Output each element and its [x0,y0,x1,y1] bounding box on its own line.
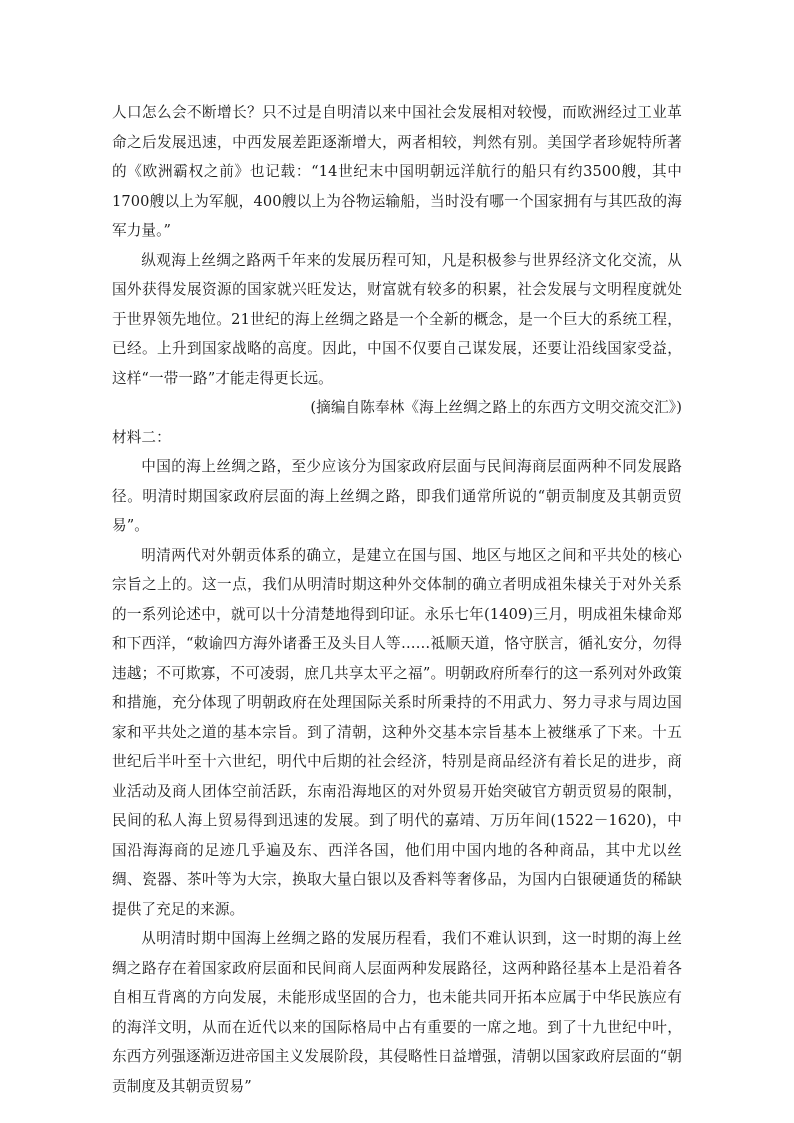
paragraph-development-history: 从明清时期中国海上丝绸之路的发展历程看，我们不难认识到，这一时期的海上丝绸之路存在着国家政府层面和民间商人层面两种发展路径，这两种路径基本上是沿着各自相互背离的方向发展，未能形成坚固的合力，也未能共同开拓本应属于中华民族应有的海洋文明，从而在近代以来的国际格局中占有重要的一席之地。到了十九世纪中叶，东西方列强逐渐迈进帝国主义发展阶段，其侵略性日益增强，清朝以国家政府层面的“朝贡制度及其朝贡贸易” [112,930,682,1095]
material-label: 材料二： [112,428,171,446]
paragraph-tribute-system: 明清两代对外朝贡体系的确立，是建立在国与国、地区与地区之间和平共处的核心宗旨之上的。这一点，我们从明清时期这种外交体制的确立者明成祖朱棣关于对外关系的一系列论述中，就可以十分清楚地得到印证。永乐七年(1409)三月，明成祖朱棣命郑和下西洋，“敕谕四方海外诸番王及头目人等……祗顺天道，恪守朕言，循礼安分，勿得违越；不可欺寡，不可凌弱，庶几共享太平之福”。明朝政府所奉行的这一系列对外政策和措施，充分体现了明朝政府在处理国际关系时所秉持的不用武力、努力寻求与周边国家和平共处之道的基本宗旨。到了清朝，这种外交基本宗旨基本上被继承了下来。十五世纪后半叶至十六世纪，明代中后期的社会经济，特别是商品经济有着长足的进步，商业活动及商人团体空前活跃，东南沿海地区的对外贸易开始突破官方朝贡贸易的限制，民间的私人海上贸易得到迅速的发展。到了明代的嘉靖、万历年间(1522－1620)，中国沿海海商的足迹几乎遍及东、西洋各国，他们用中国内地的各种商品，其中尤以丝绸、瓷器、茶叶等为大宗，换取大量白银以及香料等奢侈品，为国内白银硬通货的稀缺提供了充足的来源。 [112,546,682,918]
paragraph-maritime-silk-road-overview: 纵观海上丝绸之路两千年来的发展历程可知，凡是积极参与世界经济文化交流，从国外获得发展资源的国家就兴旺发达，财富就有较多的积累，社会发展与文明程度就处于世界领先地位。21世纪的海上丝绸之路是一个全新的概念，是一个巨大的系统工程，已经。上升到国家战略的高度。因此，中国不仅要自己谋发展，还要让沿线国家受益，这样“一带一路”才能走得更长远。 [112,251,682,387]
paragraph-continued: 人口怎么会不断增长？只不过是自明清以来中国社会发展相对较慢，而欧洲经过工业革命之后发展迅速，中西发展差距逐渐增大，两者相较，判然有别。美国学者珍妮特所著的《欧洲霸权之前》也记载：“14世纪末中国明朝远洋航行的船只有约3500艘，其中1700艘以上为军舰，400艘以上为谷物运输船，当时没有哪一个国家拥有与其匹敌的海军力量。” [112,104,682,239]
paragraph-two-paths: 中国的海上丝绸之路，至少应该分为国家政府层面与民间海商层面两种不同发展路径。明清时期国家政府层面的海上丝绸之路，即我们通常所说的“朝贡制度及其朝贡贸易”。 [112,458,682,534]
document-page [112,98,682,1101]
source-citation: (摘编自陈奉林《海上丝绸之路上的东西方文明交流交汇》) [310,399,682,416]
